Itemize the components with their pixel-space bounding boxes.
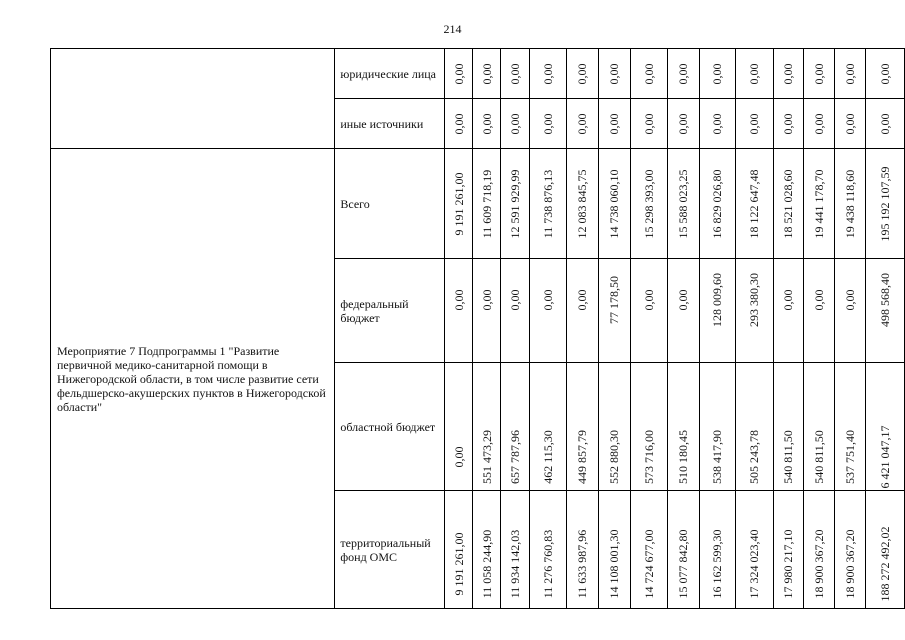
value-cell [501, 491, 529, 609]
value-cell [445, 363, 473, 491]
value-cell [699, 49, 735, 99]
value-cell [735, 49, 773, 99]
value-text: 188 272 492,02 [878, 526, 892, 602]
value-cell [473, 49, 501, 99]
value-cell [598, 491, 630, 609]
value-text: 540 811,50 [781, 430, 796, 484]
value-text: 19 441 178,70 [811, 169, 826, 238]
value-text: 18 900 367,20 [811, 529, 826, 599]
value-cell [473, 149, 501, 259]
value-text: 510 180,45 [676, 429, 691, 484]
value-text: 14 738 060,10 [607, 169, 622, 238]
value-text: 15 298 393,00 [641, 169, 656, 238]
value-text: 0,00 [479, 63, 494, 84]
value-cell [735, 491, 773, 609]
value-cell [501, 363, 529, 491]
value-text: 0,00 [842, 113, 857, 134]
funding-source-label: иные источники [335, 99, 445, 149]
value-cell [473, 259, 501, 363]
value-text: 0,00 [811, 289, 826, 311]
value-text: 0,00 [540, 63, 555, 84]
value-text: 0,00 [842, 289, 857, 311]
value-cell [735, 149, 773, 259]
value-cell [773, 49, 803, 99]
value-text: 0,00 [641, 63, 656, 84]
value-text: 0,00 [479, 289, 494, 311]
value-cell [699, 363, 735, 491]
value-cell [667, 363, 699, 491]
value-text: 0,00 [710, 113, 725, 134]
value-cell [529, 259, 566, 363]
value-cell [803, 49, 834, 99]
funding-source-label: территориальный фонд ОМС [335, 491, 445, 609]
value-text: 0,00 [781, 63, 796, 84]
value-cell [445, 259, 473, 363]
table-row [51, 149, 905, 259]
value-cell [803, 491, 834, 609]
value-text: 0,00 [575, 289, 590, 311]
value-cell [473, 99, 501, 149]
value-cell [529, 149, 566, 259]
value-text: 11 934 142,03 [508, 529, 523, 598]
value-cell [699, 259, 735, 363]
value-text: 0,00 [747, 113, 762, 134]
value-cell [566, 363, 598, 491]
value-cell [699, 99, 735, 149]
value-cell [834, 99, 865, 149]
value-text: 552 880,30 [607, 429, 622, 484]
value-cell [630, 259, 667, 363]
value-cell [834, 491, 865, 609]
value-cell [735, 99, 773, 149]
value-text: 0,00 [641, 289, 656, 311]
page-number: 214 [443, 22, 462, 36]
value-cell [630, 49, 667, 99]
value-cell [630, 491, 667, 609]
value-cell [866, 49, 905, 99]
value-text: 18 122 647,48 [747, 169, 762, 238]
value-text: 0,00 [607, 113, 622, 134]
value-cell [473, 363, 501, 491]
value-text: 17 324 023,40 [747, 529, 762, 599]
value-text: 128 009,60 [710, 273, 725, 328]
value-text: 11 738 876,13 [540, 169, 555, 238]
value-cell [834, 149, 865, 259]
value-text: 551 473,29 [479, 429, 494, 484]
value-text: 0,00 [676, 289, 691, 311]
value-cell [667, 99, 699, 149]
value-cell [773, 491, 803, 609]
budget-table [50, 48, 905, 609]
value-text: 0,00 [781, 113, 796, 134]
value-text: 16 162 599,30 [710, 529, 725, 599]
value-text: 462 115,30 [540, 430, 555, 484]
value-cell [445, 99, 473, 149]
value-text: 0,00 [508, 63, 523, 84]
value-cell [803, 149, 834, 259]
value-cell [667, 149, 699, 259]
funding-source-label: юридические лица [335, 49, 445, 99]
value-cell [699, 491, 735, 609]
value-text: 0,00 [508, 113, 523, 134]
value-text: 540 811,50 [811, 430, 826, 484]
value-text: 0,00 [842, 63, 857, 84]
value-cell [803, 363, 834, 491]
value-cell [866, 491, 905, 609]
value-cell [566, 149, 598, 259]
value-text: 573 716,00 [641, 429, 656, 484]
value-cell [566, 491, 598, 609]
value-cell [866, 259, 905, 363]
value-text: 0,00 [811, 63, 826, 84]
value-cell [834, 363, 865, 491]
value-text: 12 083 845,75 [575, 169, 590, 238]
value-text: 11 633 987,96 [575, 529, 590, 598]
value-cell [630, 99, 667, 149]
value-cell [630, 363, 667, 491]
value-text: 0,00 [451, 446, 466, 468]
value-text: 0,00 [540, 113, 555, 134]
value-text: 14 108 001,30 [607, 529, 622, 599]
value-cell [667, 49, 699, 99]
value-text: 0,00 [811, 113, 826, 134]
value-text: 11 276 760,83 [540, 529, 555, 598]
value-cell [735, 363, 773, 491]
value-text: 18 521 028,60 [781, 169, 796, 238]
value-cell [529, 363, 566, 491]
value-text: 11 609 718,19 [479, 169, 494, 238]
value-cell [566, 49, 598, 99]
value-cell [773, 99, 803, 149]
value-text: 538 417,90 [710, 429, 725, 484]
value-text: 0,00 [607, 63, 622, 84]
value-cell [598, 99, 630, 149]
value-cell [566, 99, 598, 149]
value-text: 0,00 [747, 63, 762, 84]
value-cell [866, 99, 905, 149]
measure-title: Мероприятие 7 Подпрограммы 1 "Развитие первичной медико-санитарной помощи в Нижегородской области, в том числе развитие сети фельдшерско-акушерских пунктов в Нижегородской области" [51, 149, 335, 609]
value-text: 0,00 [676, 63, 691, 84]
empty-measure-cell [51, 49, 335, 149]
value-cell [773, 149, 803, 259]
value-cell [803, 259, 834, 363]
value-cell [834, 259, 865, 363]
value-cell [598, 259, 630, 363]
value-text: 0,00 [676, 113, 691, 134]
funding-source-label: областной бюджет [335, 363, 445, 491]
value-text: 0,00 [451, 289, 466, 311]
value-text: 195 192 107,59 [878, 166, 892, 241]
value-cell [630, 149, 667, 259]
value-text: 0,00 [540, 289, 555, 311]
value-text: 0,00 [641, 113, 656, 134]
value-text: 505 243,78 [747, 429, 762, 484]
value-text: 15 077 842,80 [676, 529, 691, 599]
table-row [51, 49, 905, 99]
value-cell [529, 491, 566, 609]
value-text: 0,00 [878, 63, 892, 84]
value-text: 19 438 118,60 [842, 169, 857, 238]
value-text: 9 191 261,00 [451, 532, 466, 596]
value-cell [445, 491, 473, 609]
value-text: 537 751,40 [842, 429, 857, 484]
value-text: 12 591 929,99 [508, 169, 523, 238]
value-text: 17 980 217,10 [781, 529, 796, 599]
value-text: 657 787,96 [508, 429, 523, 484]
value-cell [834, 49, 865, 99]
funding-source-label: федеральный бюджет [335, 259, 445, 363]
value-text: 0,00 [451, 113, 466, 134]
value-text: 0,00 [451, 63, 466, 84]
value-cell [529, 99, 566, 149]
value-text: 0,00 [878, 113, 892, 134]
value-text: 77 178,50 [607, 276, 622, 325]
value-cell [445, 149, 473, 259]
value-cell [866, 363, 905, 491]
value-text: 14 724 677,00 [641, 529, 656, 599]
value-text: 293 380,30 [747, 273, 762, 328]
value-cell [667, 259, 699, 363]
value-text: 0,00 [781, 289, 796, 311]
value-cell [773, 363, 803, 491]
value-text: 0,00 [575, 63, 590, 84]
value-cell [598, 149, 630, 259]
value-cell [529, 49, 566, 99]
value-cell [501, 259, 529, 363]
value-text: 449 857,79 [575, 429, 590, 484]
value-cell [735, 259, 773, 363]
value-text: 0,00 [479, 113, 494, 134]
value-cell [773, 259, 803, 363]
value-cell [699, 149, 735, 259]
value-cell [803, 99, 834, 149]
value-cell [667, 491, 699, 609]
value-cell [598, 363, 630, 491]
value-text: 18 900 367,20 [842, 529, 857, 599]
value-cell [501, 49, 529, 99]
value-text: 498 568,40 [878, 273, 892, 328]
value-cell [598, 49, 630, 99]
funding-source-label: Всего [335, 149, 445, 259]
value-text: 0,00 [508, 289, 523, 311]
value-text: 9 191 261,00 [451, 172, 466, 235]
value-cell [501, 99, 529, 149]
value-text: 16 829 026,80 [710, 169, 725, 238]
value-cell [445, 49, 473, 99]
value-text: 15 588 023,25 [676, 169, 691, 238]
value-cell [501, 149, 529, 259]
value-cell [566, 259, 598, 363]
value-cell [473, 491, 501, 609]
value-text: 6 421 047,17 [878, 425, 892, 489]
value-cell [866, 149, 905, 259]
value-text: 0,00 [710, 63, 725, 84]
value-text: 0,00 [575, 113, 590, 134]
value-text: 11 058 244,90 [479, 529, 494, 598]
